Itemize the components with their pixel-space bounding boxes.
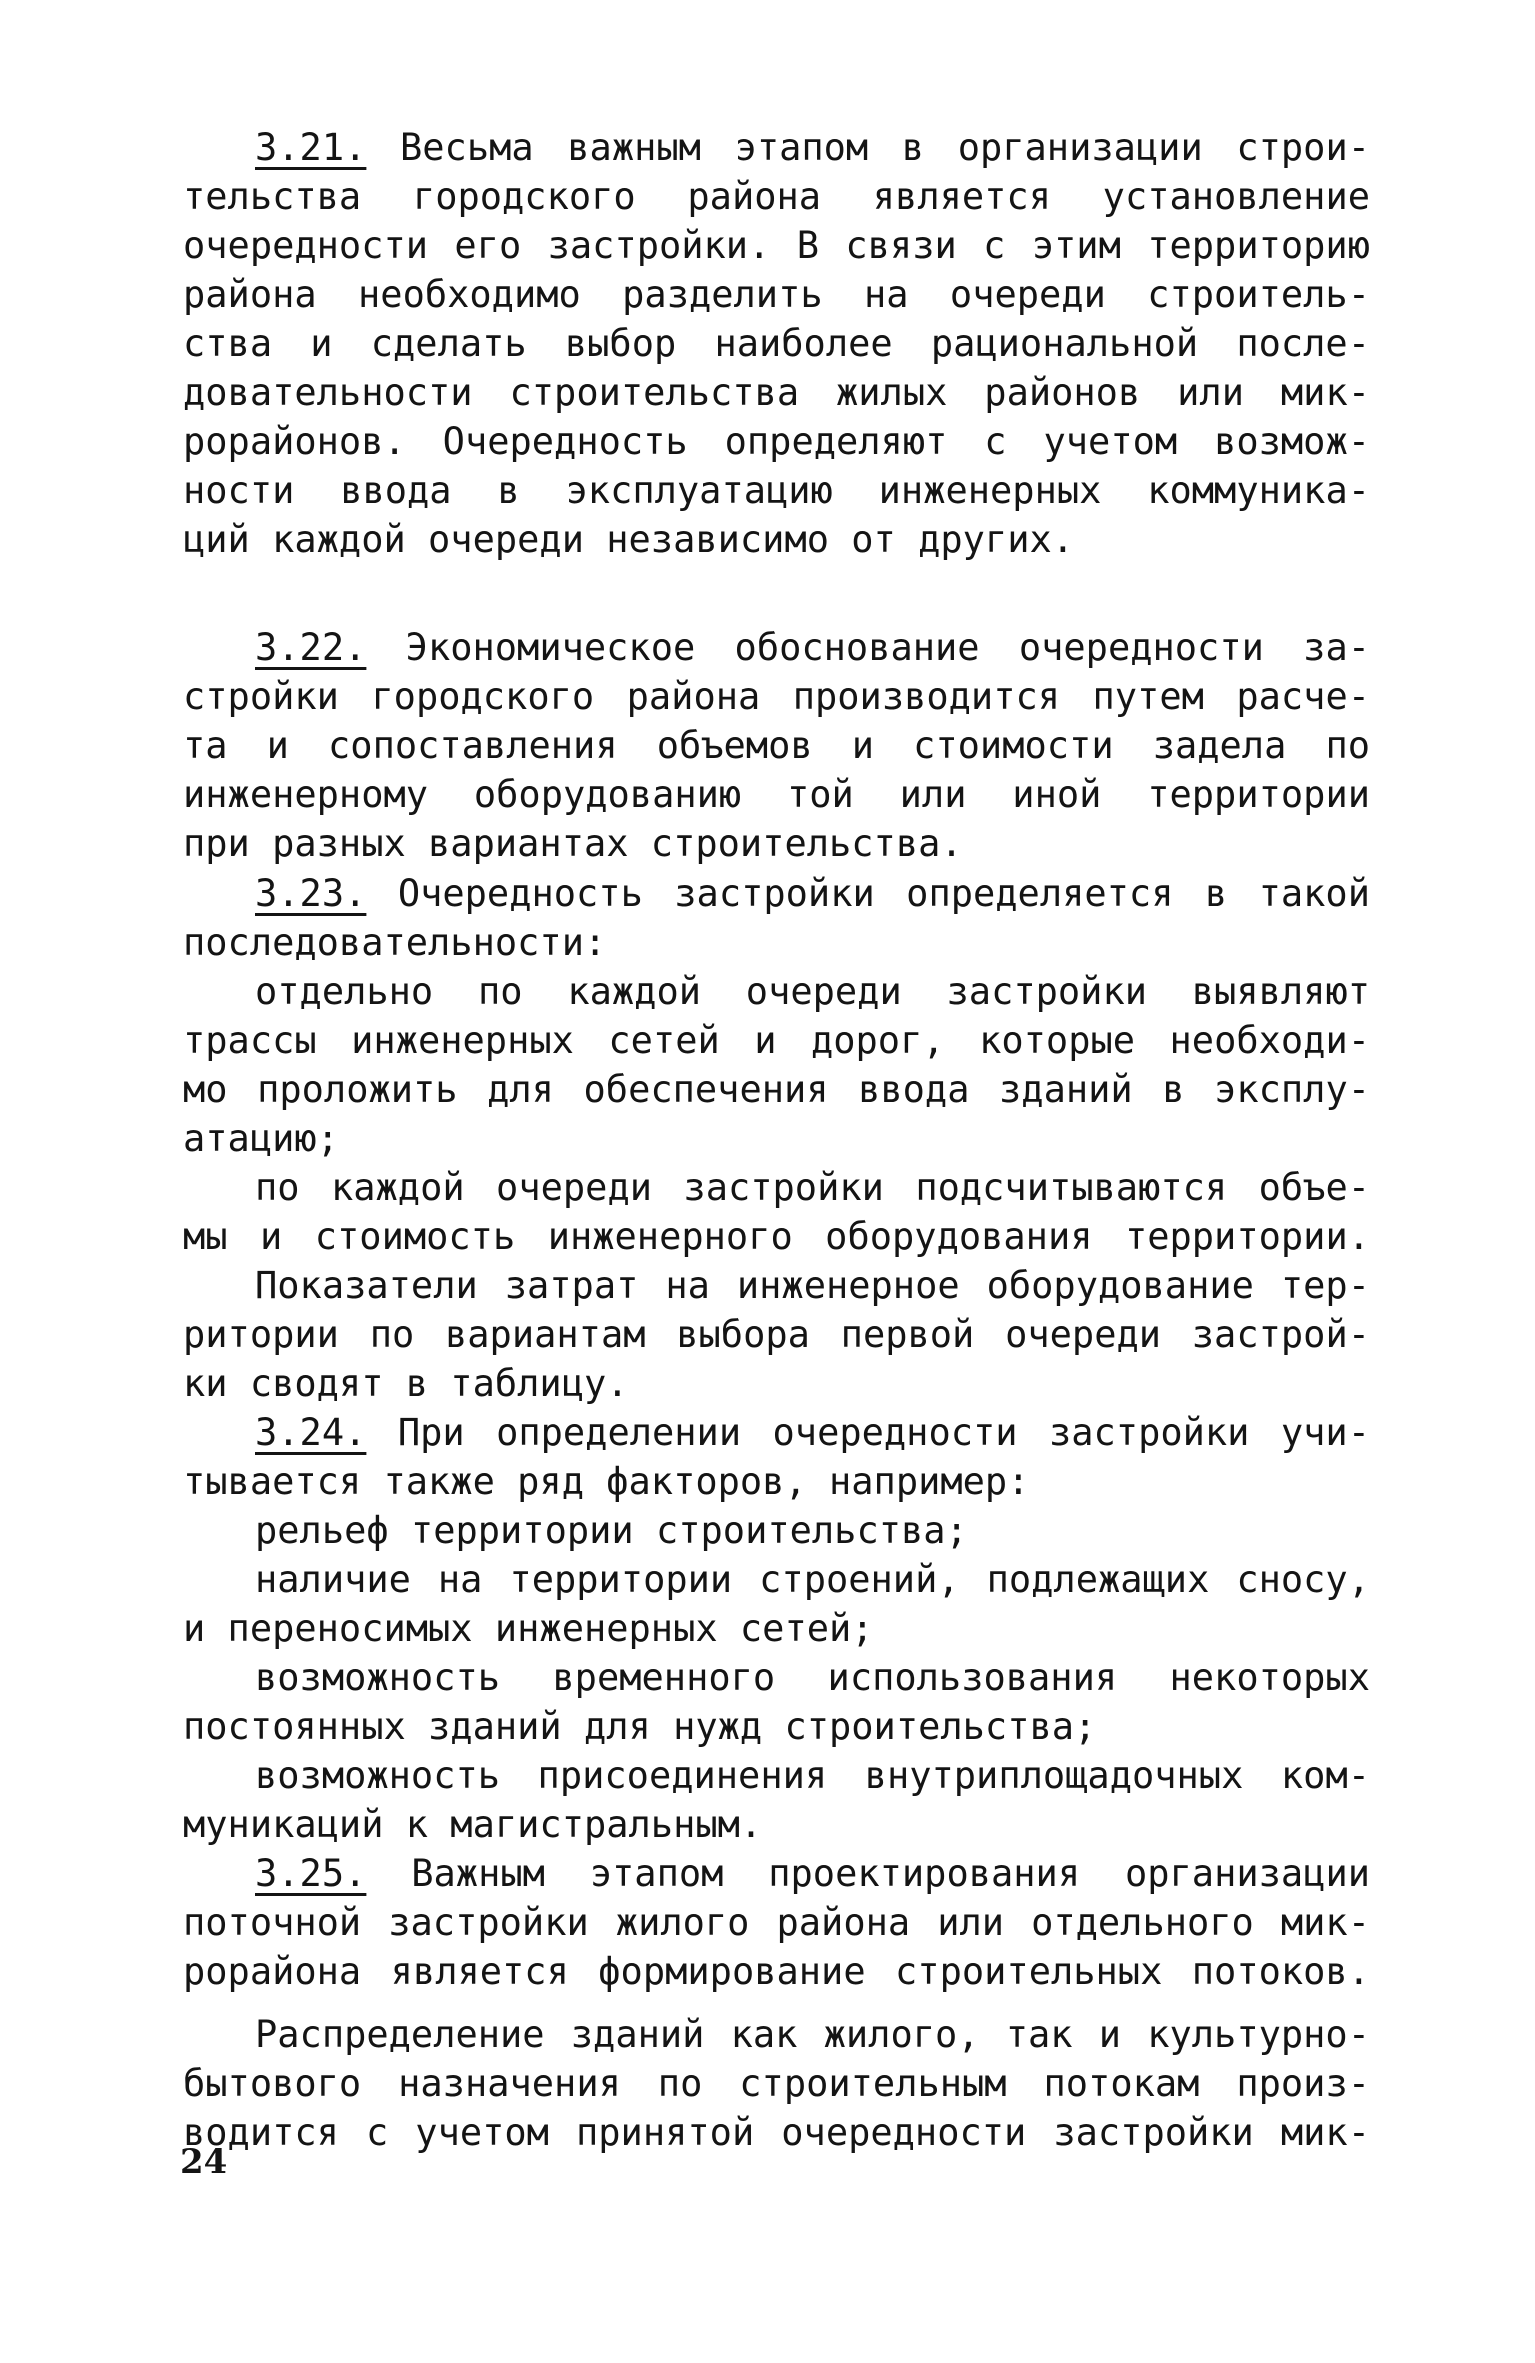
text-line: 3.22. Экономическое обоснование очередности за- bbox=[255, 626, 1370, 669]
text-line: рорайона является формирование строительных потоков. bbox=[183, 1950, 1370, 1993]
text-line: мо проложить для обеспечения ввода зданий в эксплу- bbox=[183, 1068, 1370, 1111]
text-line: района необходимо разделить на очереди строитель- bbox=[183, 273, 1370, 316]
text-line: мы и стоимость инженерного оборудования территории. bbox=[183, 1215, 1370, 1258]
text-line: возможность присоединения внутриплощадочных ком- bbox=[255, 1754, 1370, 1797]
text-line: 3.24. При определении очередности застройки учи- bbox=[255, 1411, 1370, 1454]
text-line: ки сводят в таблицу. bbox=[183, 1362, 629, 1405]
text-line: тельства городского района является установление bbox=[183, 175, 1370, 218]
text-line: очередности его застройки. В связи с этим территорию bbox=[183, 224, 1370, 267]
text-line: довательности строительства жилых районов или мик- bbox=[183, 371, 1370, 414]
text-line: Распределение зданий как жилого, так и культурно- bbox=[255, 2013, 1370, 2056]
text-line: при разных вариантах строительства. bbox=[183, 822, 963, 865]
paragraph-number: 3.21. bbox=[255, 126, 367, 169]
text-line: трассы инженерных сетей и дорог, которые необходи- bbox=[183, 1019, 1370, 1062]
text-line: постоянных зданий для нужд строительства; bbox=[183, 1705, 1097, 1748]
text-line: 3.25. Важным этапом проектирования организации bbox=[255, 1852, 1370, 1895]
text-line: атацию; bbox=[183, 1117, 339, 1160]
text-line: последовательности: bbox=[183, 921, 607, 964]
text-line: бытового назначения по строительным потокам произ- bbox=[183, 2062, 1370, 2105]
text-line: та и сопоставления объемов и стоимости задела по bbox=[183, 724, 1370, 767]
text-line: отдельно по каждой очереди застройки выявляют bbox=[255, 970, 1370, 1013]
text-line: ства и сделать выбор наиболее рациональной после- bbox=[183, 322, 1370, 365]
text-line: тывается также ряд факторов, например: bbox=[183, 1460, 1030, 1503]
text-line: ности ввода в эксплуатацию инженерных коммуника- bbox=[183, 469, 1370, 512]
paragraph-number: 3.25. bbox=[255, 1852, 367, 1895]
paragraph-number: 3.22. bbox=[255, 626, 367, 669]
text-line: и переносимых инженерных сетей; bbox=[183, 1607, 874, 1650]
text-line: по каждой очереди застройки подсчитываются объе- bbox=[255, 1166, 1370, 1209]
text-line: 3.21. Весьма важным этапом в организации строи- bbox=[255, 126, 1370, 169]
page-number: 24 bbox=[180, 2142, 228, 2182]
paragraph-number: 3.23. bbox=[255, 872, 367, 915]
text-line: ций каждой очереди независимо от других. bbox=[183, 518, 1075, 561]
text-line: водится с учетом принятой очередности застройки мик- bbox=[183, 2111, 1370, 2154]
text-line: рорайонов. Очередность определяют с учетом возмож- bbox=[183, 420, 1370, 463]
text-line: рельеф территории строительства; bbox=[255, 1509, 968, 1552]
text-line: наличие на территории строений, подлежащих сносу, bbox=[255, 1558, 1370, 1601]
paragraph-number: 3.24. bbox=[255, 1411, 367, 1454]
text-line: ритории по вариантам выбора первой очереди застрой- bbox=[183, 1313, 1370, 1356]
text-line: Показатели затрат на инженерное оборудование тер- bbox=[255, 1264, 1370, 1307]
text-line: муникаций к магистральным. bbox=[183, 1803, 763, 1846]
text-line: стройки городского района производится путем расче- bbox=[183, 675, 1370, 718]
text-line: инженерному оборудованию той или иной территории bbox=[183, 773, 1370, 816]
text-line: 3.23. Очередность застройки определяется в такой bbox=[255, 872, 1370, 915]
text-line: поточной застройки жилого района или отдельного мик- bbox=[183, 1901, 1370, 1944]
text-line: возможность временного использования некоторых bbox=[255, 1656, 1370, 1699]
